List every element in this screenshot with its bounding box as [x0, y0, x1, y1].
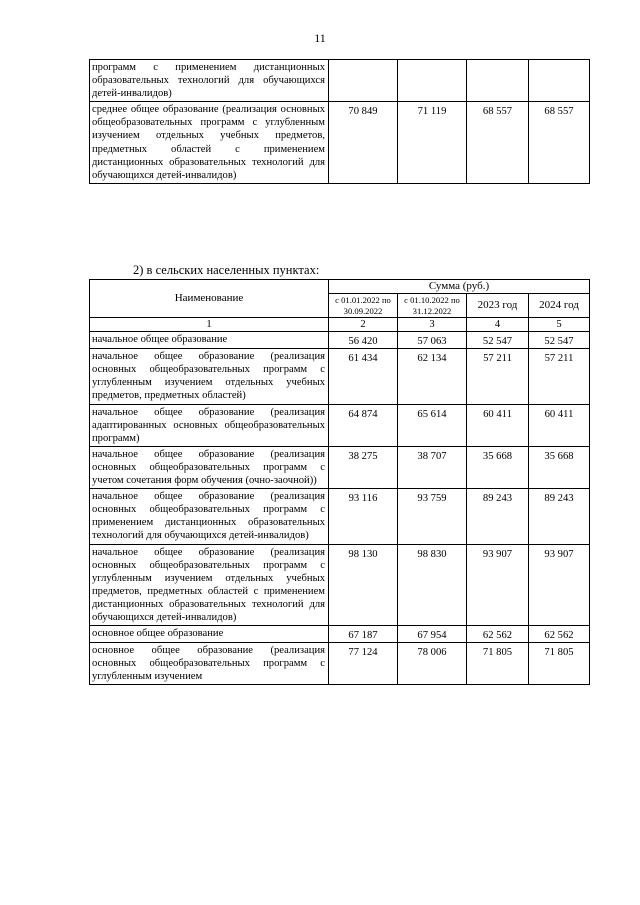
row-value: 64 874 — [329, 404, 398, 446]
row-value: 57 063 — [398, 332, 467, 349]
row-value: 38 275 — [329, 446, 398, 488]
row-value: 70 849 — [329, 102, 398, 184]
row-value: 68 557 — [467, 102, 529, 184]
table-row — [90, 626, 590, 643]
row-value: 61 434 — [329, 349, 398, 404]
table-row — [90, 332, 590, 349]
table-row — [90, 102, 590, 184]
funding-table-continued — [89, 59, 590, 184]
row-value: 78 006 — [398, 643, 467, 685]
row-value: 71 805 — [467, 643, 529, 685]
row-value: 62 562 — [529, 626, 590, 643]
row-value: 98 130 — [329, 544, 398, 626]
header-year-2024: 2024 год — [529, 294, 590, 318]
row-value: 52 547 — [467, 332, 529, 349]
row-value: 89 243 — [529, 489, 590, 544]
row-value: 35 668 — [529, 446, 590, 488]
row-value: 65 614 — [398, 404, 467, 446]
row-name: начальное общее образование (реализация основных общеобразовательных программ с углубленным изучением отдельных учебных предметов, предметных областей с применением дистанционных образовательных технологий для обучающихся детей-инвалидов) — [90, 544, 329, 626]
header-sum: Сумма (руб.) — [329, 280, 590, 294]
row-name: программ с применением дистанционных образовательных технологий для обучающихся детей-инвалидов) — [90, 60, 329, 102]
column-index: 1 — [90, 318, 329, 332]
row-value: 52 547 — [529, 332, 590, 349]
header-period-2: с 01.10.2022 по 31.12.2022 — [398, 294, 467, 318]
row-name: основное общее образование — [90, 626, 329, 643]
row-value: 62 562 — [467, 626, 529, 643]
table-row — [90, 446, 590, 488]
table-row — [90, 544, 590, 626]
row-value — [467, 60, 529, 102]
row-name: основное общее образование (реализация основных общеобразовательных программ с углубленным изучением — [90, 643, 329, 685]
row-value — [329, 60, 398, 102]
row-value: 93 907 — [467, 544, 529, 626]
row-value: 93 759 — [398, 489, 467, 544]
row-value: 68 557 — [529, 102, 590, 184]
header-year-2023: 2023 год — [467, 294, 529, 318]
row-value — [398, 60, 467, 102]
table-row — [90, 404, 590, 446]
row-value: 60 411 — [529, 404, 590, 446]
row-name: начальное общее образование (реализация основных общеобразовательных программ с применением дистанционных образовательных технологий для обучающихся детей-инвалидов) — [90, 489, 329, 544]
row-value: 93 116 — [329, 489, 398, 544]
row-value: 71 119 — [398, 102, 467, 184]
section-heading-rural: 2) в сельских населенных пунктах: — [133, 263, 320, 277]
row-value: 89 243 — [467, 489, 529, 544]
table-row — [90, 349, 590, 404]
row-value: 57 211 — [529, 349, 590, 404]
column-index-row — [90, 318, 590, 332]
header-name: Наименование — [90, 280, 329, 318]
column-index: 5 — [529, 318, 590, 332]
row-value: 35 668 — [467, 446, 529, 488]
column-index: 4 — [467, 318, 529, 332]
row-value: 56 420 — [329, 332, 398, 349]
row-value: 60 411 — [467, 404, 529, 446]
table-row — [90, 489, 590, 544]
column-index: 3 — [398, 318, 467, 332]
table-row — [90, 60, 590, 102]
row-name: начальное общее образование (реализация основных общеобразовательных программ с учетом сочетания форм обучения (очно-заочной)) — [90, 446, 329, 488]
row-value: 38 707 — [398, 446, 467, 488]
row-value: 62 134 — [398, 349, 467, 404]
page-number: 11 — [314, 31, 326, 45]
header-period-1: с 01.01.2022 по 30.09.2022 — [329, 294, 398, 318]
table-row — [90, 643, 590, 685]
row-value: 67 187 — [329, 626, 398, 643]
column-index: 2 — [329, 318, 398, 332]
funding-table-rural — [89, 279, 590, 685]
row-name: среднее общее образование (реализация основных общеобразовательных программ с углубленным изучением отдельных учебных предметов, предметных областей с применением дистанционных образовательных технологий для обучающихся детей-инвалидов) — [90, 102, 329, 184]
row-value: 67 954 — [398, 626, 467, 643]
row-value — [529, 60, 590, 102]
row-value: 71 805 — [529, 643, 590, 685]
row-value: 57 211 — [467, 349, 529, 404]
row-value: 98 830 — [398, 544, 467, 626]
row-value: 93 907 — [529, 544, 590, 626]
row-name: начальное общее образование (реализация адаптированных основных общеобразовательных программ) — [90, 404, 329, 446]
row-name: начальное общее образование (реализация основных общеобразовательных программ с углубленным изучением отдельных учебных предметов, предметных областей) — [90, 349, 329, 404]
row-name: начальное общее образование — [90, 332, 329, 349]
row-value: 77 124 — [329, 643, 398, 685]
